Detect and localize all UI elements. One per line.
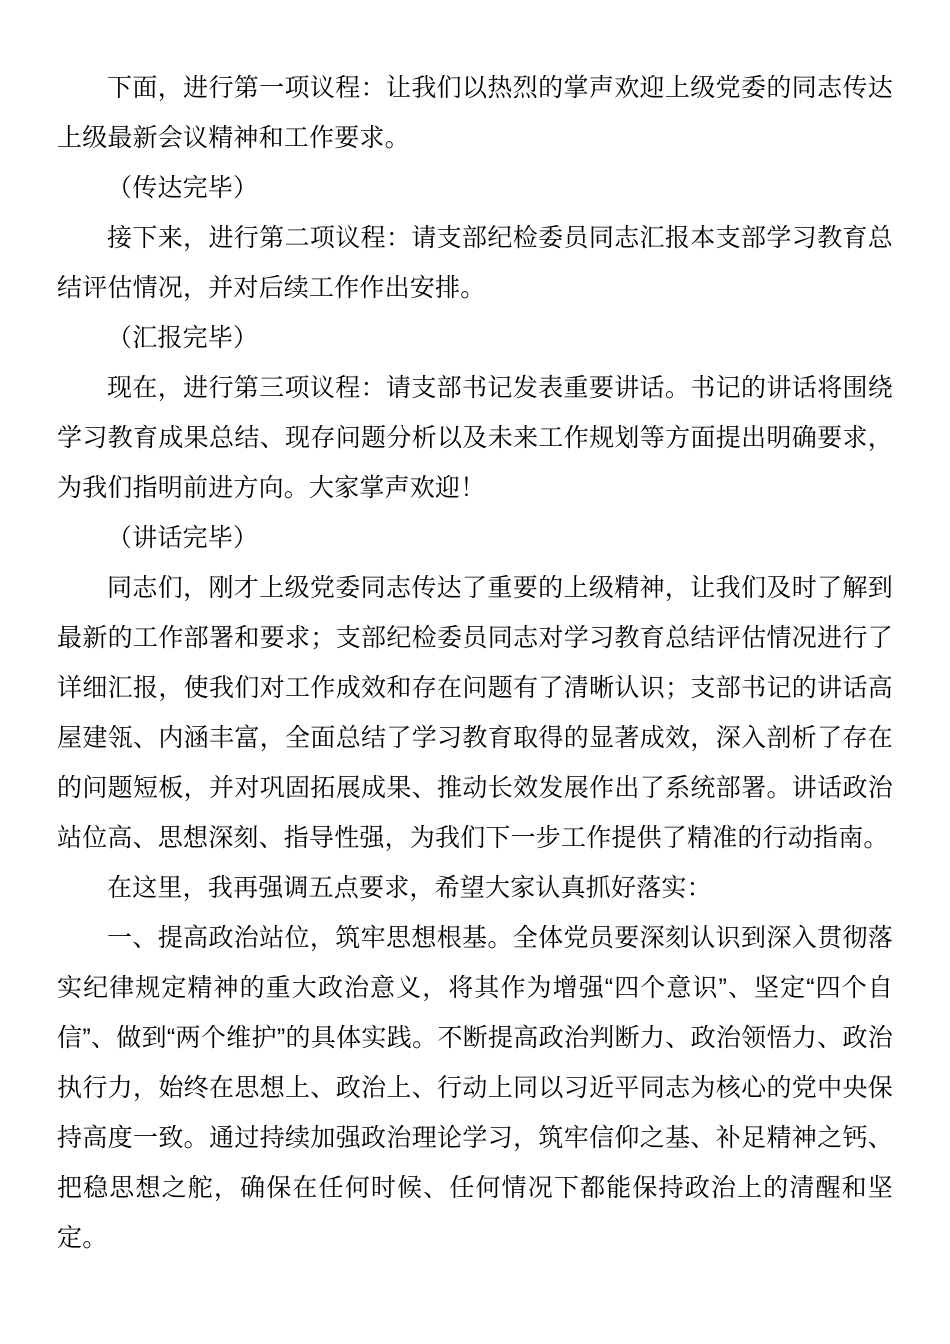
document-body <box>57 63 893 1263</box>
paragraph-requirement-point-1 <box>57 913 893 1263</box>
paragraph-summary: 同志们，刚才上级党委同志传达了重要的上级精神，让我们及时了解到最新的工作部署和要求；支部纪检委员同志对学习教育总结评估情况进行了详细汇报，使我们对工作成效和存在问题有了清晰认识；支部书记的讲话高屋建瓴、内涵丰富，全面总结了学习教育取得的显著成效，深入剖析了存在的问题短板，并对巩固拓展成果、推动长效发展作出了系统部署。讲话政治站位高、思想深刻、指导性强，为我们下一步工作提供了精准的行动指南。 <box>57 574 893 852</box>
paragraph-agenda-item-2: 接下来，进行第二项议程：请支部纪检委员同志汇报本支部学习教育总结评估情况，并对后续工作作出安排。 <box>57 224 893 302</box>
paragraph-agenda-item-1: 下面，进行第一项议程：让我们以热烈的掌声欢迎上级党委的同志传达上级最新会议精神和工作要求。 <box>57 74 893 152</box>
requirement-point-1-body: 全体党员要深刻认识到深入贯彻落实纪律规定精神的重大政治意义，将其作为增强“四个意识”、坚定“四个自信”、做到“两个维护”的具体实践。不断提高政治判断力、政治领悟力、政治执行力，始终在思想上、政治上、行动上同以习近平同志为核心的党中央保持高度一致。通过持续加强政治理论学习，筑牢信仰之基、补足精神之钙、把稳思想之舵，确保在任何时候、任何情况下都能保持政治上的清醒和坚定。 <box>57 924 893 1252</box>
requirement-point-1-lead: 一、提高政治站位，筑牢思想根基。 <box>107 924 513 952</box>
paragraph-stage-note-transmission-done: （传达完毕） <box>107 174 259 202</box>
paragraph-stage-note-report-done: （汇报完毕） <box>107 324 259 352</box>
paragraph-agenda-item-3: 现在，进行第三项议程：请支部书记发表重要讲话。书记的讲话将围绕学习教育成果总结、现存问题分析以及未来工作规划等方面提出明确要求，为我们指明前进方向。大家掌声欢迎！ <box>57 374 893 502</box>
paragraph-requirements-intro: 在这里，我再强调五点要求，希望大家认真抓好落实： <box>107 874 712 902</box>
paragraph-stage-note-speech-done: （讲话完毕） <box>107 524 259 552</box>
